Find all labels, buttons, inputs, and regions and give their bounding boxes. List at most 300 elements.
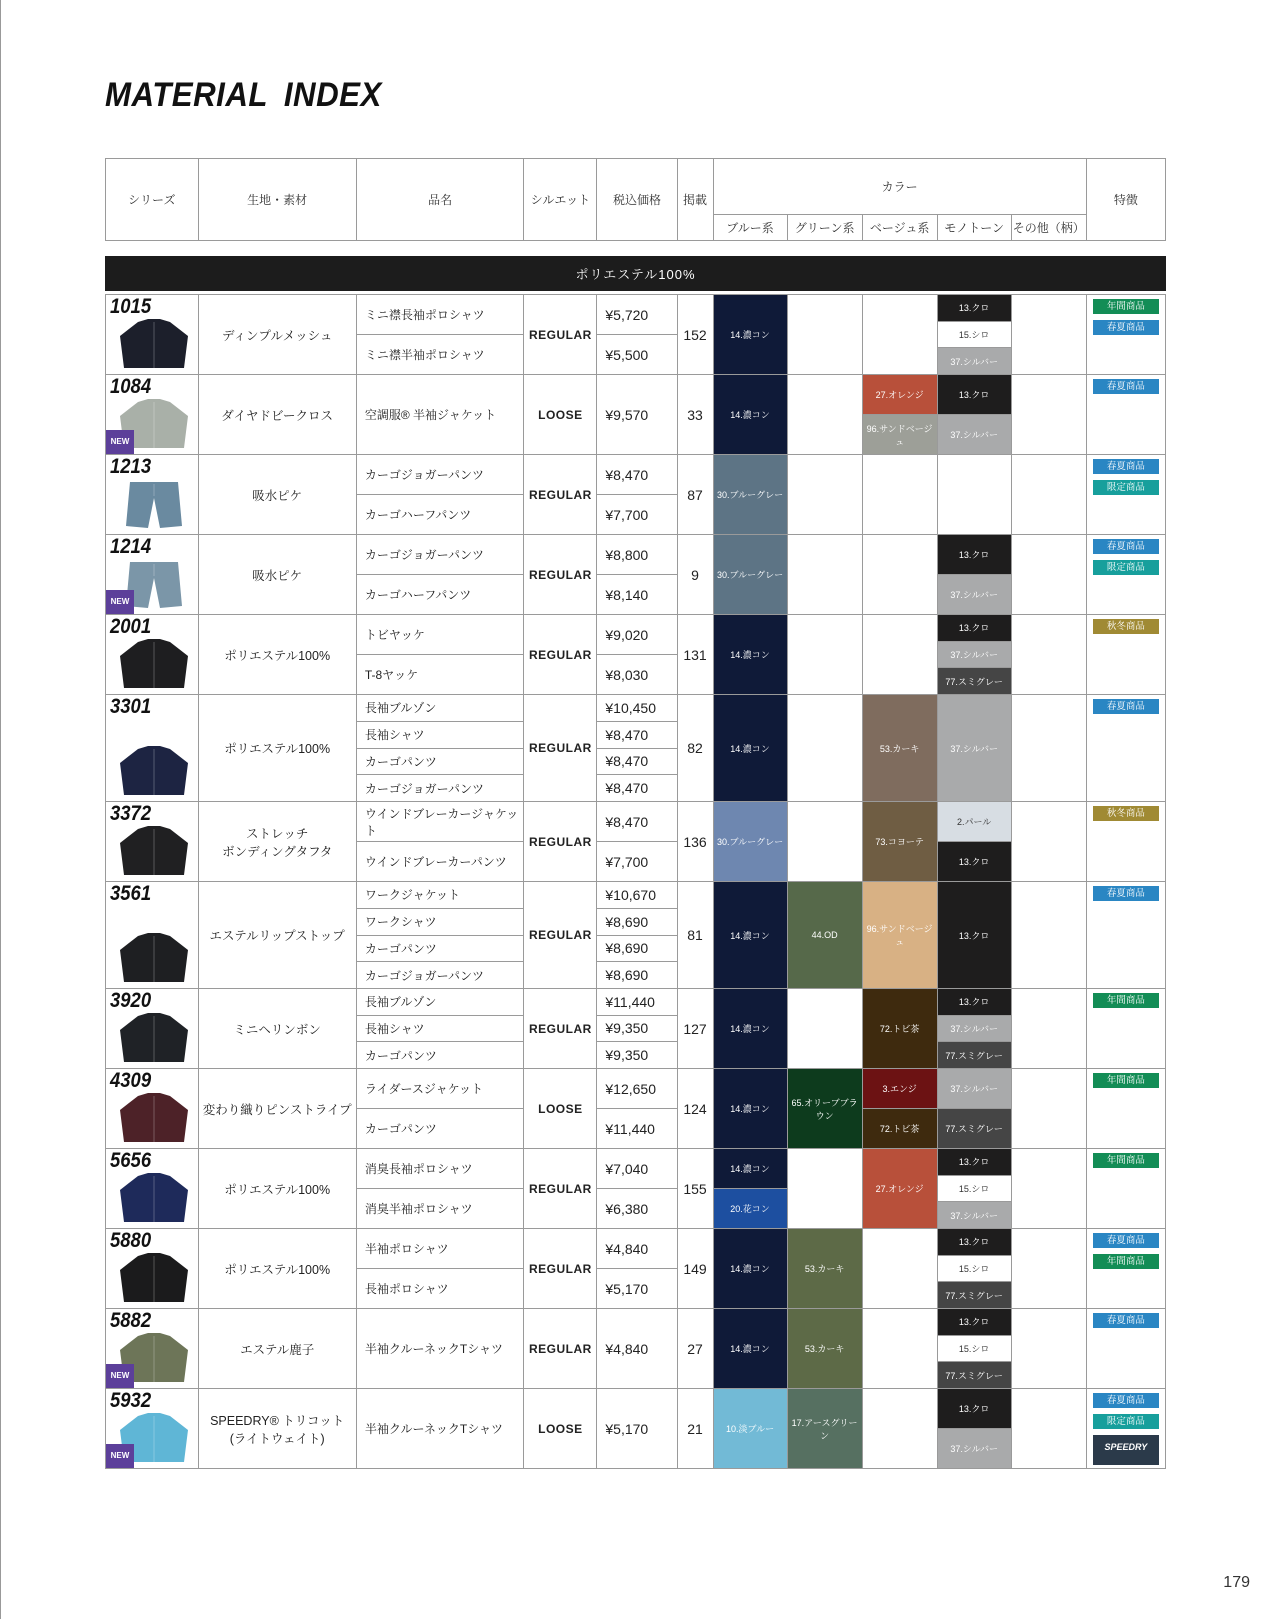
product-name: ミニ襟長袖ポロシャツ (356, 295, 524, 335)
feature-badge: 春夏商品 (1093, 886, 1159, 901)
header-color-other: その他（柄） (1011, 215, 1086, 241)
color-cell-beige (862, 989, 937, 1069)
color-chip: 37.シルバー (938, 1428, 1011, 1468)
color-cell-blue (713, 295, 787, 375)
page-cell: 9 (677, 535, 713, 615)
color-cell-mono (937, 375, 1011, 455)
material-cell (198, 695, 356, 802)
series-number: 2001 (110, 615, 152, 638)
color-chip: 2.パール (938, 802, 1011, 841)
new-badge: NEW (106, 430, 134, 454)
table-row (106, 1069, 1166, 1109)
series-number: 1214 (110, 535, 152, 558)
product-name: カーゴパンツ (356, 935, 524, 962)
product-name: カーゴパンツ (356, 1109, 524, 1149)
series-cell (106, 695, 199, 802)
product-thumbnail-image (116, 316, 192, 372)
feature-badge: 春夏商品 (1093, 379, 1159, 394)
color-chip-stack (863, 882, 937, 988)
silhouette-cell: REGULAR (524, 455, 597, 535)
feature-badge: 春夏商品 (1093, 1393, 1159, 1408)
series-cell (106, 615, 199, 695)
color-chip: 37.シルバー (938, 347, 1011, 374)
color-chip: 96.サンドベージュ (863, 414, 937, 454)
color-chip: 14.濃コン (714, 695, 787, 801)
feature-badge: 年間商品 (1093, 993, 1159, 1008)
header-page: 掲載 (677, 159, 713, 241)
color-chip: 13.クロ (938, 1309, 1011, 1335)
silhouette-cell: REGULAR (524, 535, 597, 615)
feature-badge: 秋冬商品 (1093, 806, 1159, 821)
material-text: SPEEDRY® トリコット (210, 1413, 345, 1428)
color-cell-blue (713, 1229, 787, 1309)
product-name: ワークシャツ (356, 908, 524, 935)
color-cell-mono (937, 1229, 1011, 1309)
color-chip: 14.濃コン (714, 882, 787, 988)
color-chip: 44.OD (788, 882, 862, 988)
material-cell (198, 802, 356, 882)
product-thumbnail-image (116, 636, 192, 692)
price-cell: ¥8,030 (597, 655, 677, 695)
product-name: 半袖クルーネックTシャツ (356, 1389, 524, 1469)
color-chip: 77.スミグレー (938, 1361, 1011, 1388)
page-cell: 155 (677, 1149, 713, 1229)
material-text: 吸水ピケ (252, 568, 303, 583)
color-chip-stack (938, 882, 1011, 988)
color-chip: 13.クロ (938, 615, 1011, 641)
color-cell-beige (862, 535, 937, 615)
color-cell-blue (713, 615, 787, 695)
color-chip-stack (714, 695, 787, 801)
product-name: ワークジャケット (356, 882, 524, 909)
color-cell-green (787, 1389, 862, 1469)
color-cell-beige (862, 695, 937, 802)
color-chip: 13.クロ (938, 1389, 1011, 1428)
color-chip-stack (714, 1149, 787, 1228)
silhouette-cell: LOOSE (524, 375, 597, 455)
product-thumbnail-image (116, 476, 192, 532)
color-chip: 30.ブルーグレー (714, 802, 787, 881)
color-cell-beige (862, 295, 937, 375)
price-cell: ¥8,690 (597, 962, 677, 989)
feature-badge: 年間商品 (1093, 1073, 1159, 1088)
color-chip: 77.スミグレー (938, 1041, 1011, 1068)
price-cell: ¥5,170 (597, 1389, 677, 1469)
color-cell-beige (862, 1229, 937, 1309)
color-cell-beige (862, 802, 937, 882)
color-chip: 30.ブルーグレー (714, 535, 787, 614)
feature-badge: 秋冬商品 (1093, 619, 1159, 634)
color-cell-blue (713, 1149, 787, 1229)
material-cell (198, 535, 356, 615)
color-cell-green (787, 455, 862, 535)
color-cell-other (1011, 375, 1086, 455)
color-cell-other (1011, 1069, 1086, 1149)
feature-badge: 年間商品 (1093, 1254, 1159, 1269)
color-cell-green (787, 1229, 862, 1309)
material-text: ポリエステル100% (224, 742, 331, 756)
table-row (106, 295, 1166, 335)
color-chip: 13.クロ (938, 375, 1011, 414)
color-chip: 77.スミグレー (938, 1108, 1011, 1148)
color-chip-stack (938, 695, 1011, 801)
price-cell: ¥8,140 (597, 575, 677, 615)
feature-cell (1086, 375, 1165, 455)
color-cell-green (787, 1069, 862, 1149)
series-number: 1213 (110, 455, 152, 478)
color-chip: 53.カーキ (863, 695, 937, 801)
material-cell (198, 455, 356, 535)
color-chip: 14.濃コン (714, 375, 787, 454)
new-badge: NEW (106, 1444, 134, 1468)
material-text: (ライトウェイト) (229, 1431, 325, 1446)
material-text: ディンプルメッシュ (221, 328, 333, 343)
product-name: 長袖シャツ (356, 1015, 524, 1042)
color-chip-stack (714, 1069, 787, 1148)
material-cell (198, 1229, 356, 1309)
material-text: エステル鹿子 (240, 1342, 315, 1357)
price-cell: ¥8,690 (597, 908, 677, 935)
silhouette-cell: REGULAR (524, 1309, 597, 1389)
table-row (106, 989, 1166, 1016)
silhouette-cell: LOOSE (524, 1069, 597, 1149)
color-chip: 3.エンジ (863, 1069, 937, 1108)
color-chip: 14.濃コン (714, 295, 787, 374)
color-chip: 13.クロ (938, 1229, 1011, 1255)
silhouette-cell: REGULAR (524, 1229, 597, 1309)
price-cell: ¥10,450 (597, 695, 677, 722)
feature-badge: 年間商品 (1093, 299, 1159, 314)
header-color-green: グリーン系 (787, 215, 862, 241)
material-cell (198, 1149, 356, 1229)
color-chip-stack (938, 535, 1011, 614)
color-cell-green (787, 695, 862, 802)
color-cell-blue (713, 375, 787, 455)
feature-badge: 春夏商品 (1093, 699, 1159, 714)
color-chip: 37.シルバー (938, 1015, 1011, 1042)
color-chip: 27.オレンジ (863, 1149, 937, 1228)
product-thumbnail-image (116, 1090, 192, 1146)
price-cell: ¥4,840 (597, 1229, 677, 1269)
header-product: 品名 (356, 159, 524, 241)
product-name: ライダースジャケット (356, 1069, 524, 1109)
color-chip: 14.濃コン (714, 615, 787, 694)
product-name: ミニ襟半袖ポロシャツ (356, 335, 524, 375)
color-cell-green (787, 1149, 862, 1229)
product-name: ウインドブレーカーパンツ (356, 842, 524, 882)
series-cell (106, 882, 199, 989)
product-name: カーゴジョガーパンツ (356, 535, 524, 575)
product-name: 半袖ポロシャツ (356, 1229, 524, 1269)
color-chip-stack (714, 295, 787, 374)
feature-cell (1086, 1309, 1165, 1389)
price-cell: ¥8,470 (597, 748, 677, 775)
color-chip-stack (938, 1389, 1011, 1468)
feature-badge: 春夏商品 (1093, 1233, 1159, 1248)
color-cell-other (1011, 1149, 1086, 1229)
table-row (106, 802, 1166, 842)
product-thumbnail-image (116, 930, 192, 986)
series-number: 4309 (110, 1069, 152, 1092)
silhouette-cell: REGULAR (524, 882, 597, 989)
color-chip-stack (788, 1309, 862, 1388)
color-chip: 17.アースグリーン (788, 1389, 862, 1468)
page-number: 179 (1223, 1574, 1250, 1591)
page-cell: 124 (677, 1069, 713, 1149)
color-chip-stack (938, 1229, 1011, 1308)
color-cell-mono (937, 1149, 1011, 1229)
series-cell (106, 1229, 199, 1309)
product-name: 消臭長袖ポロシャツ (356, 1149, 524, 1189)
price-cell: ¥8,690 (597, 935, 677, 962)
product-name: トビヤッケ (356, 615, 524, 655)
header-silhouette: シルエット (524, 159, 597, 241)
color-chip-stack (938, 295, 1011, 374)
color-chip: 77.スミグレー (938, 667, 1011, 694)
product-name: カーゴジョガーパンツ (356, 962, 524, 989)
color-cell-other (1011, 455, 1086, 535)
feature-cell (1086, 1069, 1165, 1149)
header-series: シリーズ (106, 159, 199, 241)
product-thumbnail-image (116, 743, 192, 799)
color-chip: 96.サンドベージュ (863, 882, 937, 988)
color-chip-stack (863, 1149, 937, 1228)
series-number: 5880 (110, 1229, 152, 1252)
price-cell: ¥9,020 (597, 615, 677, 655)
color-cell-mono (937, 615, 1011, 695)
header-color-mono: モノトーン (937, 215, 1011, 241)
series-number: 5932 (110, 1389, 152, 1412)
color-cell-other (1011, 802, 1086, 882)
color-cell-mono (937, 882, 1011, 989)
product-name: カーゴハーフパンツ (356, 495, 524, 535)
table-row (106, 695, 1166, 722)
product-name: 長袖ポロシャツ (356, 1269, 524, 1309)
color-cell-beige (862, 882, 937, 989)
color-chip-stack (714, 989, 787, 1068)
header-color-beige: ベージュ系 (862, 215, 937, 241)
color-chip: 10.淡ブルー (714, 1389, 787, 1468)
feature-badge: 春夏商品 (1093, 320, 1159, 335)
color-chip: 14.濃コン (714, 1069, 787, 1148)
material-cell (198, 1069, 356, 1149)
color-cell-other (1011, 615, 1086, 695)
silhouette-cell: REGULAR (524, 802, 597, 882)
product-thumbnail-image (116, 823, 192, 879)
price-cell: ¥9,570 (597, 375, 677, 455)
feature-badge: 限定商品 (1093, 1414, 1159, 1429)
table-row (106, 1149, 1166, 1189)
feature-badge: 年間商品 (1093, 1153, 1159, 1168)
color-cell-mono (937, 989, 1011, 1069)
page-cell: 136 (677, 802, 713, 882)
color-chip-stack (863, 989, 937, 1068)
price-cell: ¥10,670 (597, 882, 677, 909)
series-cell (106, 295, 199, 375)
header-color: カラー (713, 159, 1086, 215)
color-cell-beige (862, 375, 937, 455)
color-chip-stack (714, 615, 787, 694)
color-chip: 14.濃コン (714, 1149, 787, 1188)
series-number: 1015 (110, 295, 152, 318)
material-text: 変わり織りピンストライプ (202, 1102, 352, 1117)
color-chip-stack (714, 1229, 787, 1308)
color-cell-mono (937, 455, 1011, 535)
color-chip: 37.シルバー (938, 1069, 1011, 1108)
color-chip: 72.トビ茶 (863, 989, 937, 1068)
material-text: ミニヘリンボン (233, 1022, 321, 1037)
header-price: 税込価格 (597, 159, 677, 241)
color-chip-stack (714, 375, 787, 454)
color-chip: 15.シロ (938, 1175, 1011, 1202)
product-name: カーゴジョガーパンツ (356, 775, 524, 802)
series-number: 5882 (110, 1309, 152, 1332)
product-thumbnail-image (116, 1250, 192, 1306)
product-name: ウインドブレーカージャケット (356, 802, 524, 842)
color-chip-stack (788, 882, 862, 988)
color-chip-stack (714, 802, 787, 881)
header-color-blue: ブルー系 (713, 215, 787, 241)
header-material: 生地・素材 (198, 159, 356, 241)
color-cell-blue (713, 1309, 787, 1389)
color-chip: 15.シロ (938, 1335, 1011, 1362)
product-name: T-8ヤッケ (356, 655, 524, 695)
price-cell: ¥4,840 (597, 1309, 677, 1389)
product-name: カーゴハーフパンツ (356, 575, 524, 615)
feature-cell (1086, 455, 1165, 535)
material-cell (198, 615, 356, 695)
color-cell-other (1011, 1389, 1086, 1469)
color-cell-mono (937, 1389, 1011, 1469)
color-chip: 14.濃コン (714, 1229, 787, 1308)
color-cell-other (1011, 1309, 1086, 1389)
page-cell: 21 (677, 1389, 713, 1469)
material-text: ストレッチ (245, 826, 309, 841)
color-chip: 37.シルバー (938, 414, 1011, 454)
color-chip: 13.クロ (938, 841, 1011, 881)
color-chip-stack (714, 1389, 787, 1468)
product-name: 消臭半袖ポロシャツ (356, 1189, 524, 1229)
material-cell (198, 1309, 356, 1389)
material-text: ダイヤドビークロス (221, 408, 334, 423)
color-chip-stack (714, 882, 787, 988)
color-chip: 13.クロ (938, 295, 1011, 321)
feature-badge: 春夏商品 (1093, 539, 1159, 554)
color-cell-beige (862, 1309, 937, 1389)
silhouette-cell: REGULAR (524, 1149, 597, 1229)
color-cell-other (1011, 989, 1086, 1069)
series-cell (106, 1069, 199, 1149)
table-row (106, 882, 1166, 909)
silhouette-cell: REGULAR (524, 615, 597, 695)
series-cell (106, 1149, 199, 1229)
color-cell-blue (713, 802, 787, 882)
feature-cell (1086, 1229, 1165, 1309)
product-name: 長袖シャツ (356, 721, 524, 748)
feature-cell (1086, 695, 1165, 802)
price-cell: ¥12,650 (597, 1069, 677, 1109)
page-cell: 27 (677, 1309, 713, 1389)
color-cell-green (787, 375, 862, 455)
color-chip: 13.クロ (938, 989, 1011, 1015)
color-chip-stack (938, 615, 1011, 694)
color-cell-blue (713, 1069, 787, 1149)
color-cell-green (787, 615, 862, 695)
table-row (106, 1389, 1166, 1469)
material-cell (198, 989, 356, 1069)
color-cell-blue (713, 535, 787, 615)
product-name: カーゴジョガーパンツ (356, 455, 524, 495)
material-text: ポリエステル100% (224, 648, 331, 663)
price-cell: ¥9,350 (597, 1042, 677, 1069)
color-cell-blue (713, 882, 787, 989)
material-cell (198, 882, 356, 989)
material-text: ポリエステル100% (224, 1182, 331, 1197)
feature-cell (1086, 882, 1165, 989)
table-row (106, 455, 1166, 495)
series-number: 3561 (110, 882, 152, 905)
color-cell-other (1011, 695, 1086, 802)
color-chip-stack (714, 455, 787, 534)
material-text: ポリエステル100% (224, 1262, 331, 1277)
color-cell-blue (713, 695, 787, 802)
color-chip: 37.シルバー (938, 574, 1011, 614)
feature-badge: 春夏商品 (1093, 1313, 1159, 1328)
color-cell-blue (713, 455, 787, 535)
color-cell-mono (937, 295, 1011, 375)
color-chip-stack (863, 802, 937, 881)
feature-cell (1086, 1149, 1165, 1229)
product-name: 空調服® 半袖ジャケット (356, 375, 524, 455)
series-cell (106, 375, 199, 455)
color-cell-blue (713, 1389, 787, 1469)
color-chip: 14.濃コン (714, 1309, 787, 1388)
series-cell (106, 989, 199, 1069)
price-cell: ¥6,380 (597, 1189, 677, 1229)
color-chip-stack (863, 1069, 937, 1148)
silhouette-cell: LOOSE (524, 1389, 597, 1469)
price-cell: ¥8,470 (597, 455, 677, 495)
color-chip-stack (788, 1389, 862, 1468)
color-chip-stack (938, 1309, 1011, 1388)
section-header: ポリエステル100% (106, 257, 1166, 291)
color-cell-mono (937, 535, 1011, 615)
feature-cell (1086, 1389, 1165, 1469)
color-chip: 30.ブルーグレー (714, 455, 787, 534)
color-cell-green (787, 802, 862, 882)
series-cell (106, 535, 199, 615)
color-cell-green (787, 535, 862, 615)
page-cell: 87 (677, 455, 713, 535)
price-cell: ¥9,350 (597, 1015, 677, 1042)
material-cell (198, 295, 356, 375)
color-cell-mono (937, 695, 1011, 802)
color-cell-beige (862, 1389, 937, 1469)
color-cell-blue (713, 989, 787, 1069)
price-cell: ¥7,040 (597, 1149, 677, 1189)
feature-badge: 限定商品 (1093, 560, 1159, 575)
color-cell-mono (937, 1069, 1011, 1149)
color-cell-green (787, 882, 862, 989)
color-cell-beige (862, 455, 937, 535)
color-chip-stack (938, 1149, 1011, 1228)
color-cell-beige (862, 1069, 937, 1149)
table-row (106, 1309, 1166, 1389)
color-cell-mono (937, 802, 1011, 882)
material-text: ボンディングタフタ (222, 844, 333, 859)
color-cell-other (1011, 1229, 1086, 1309)
color-cell-other (1011, 535, 1086, 615)
